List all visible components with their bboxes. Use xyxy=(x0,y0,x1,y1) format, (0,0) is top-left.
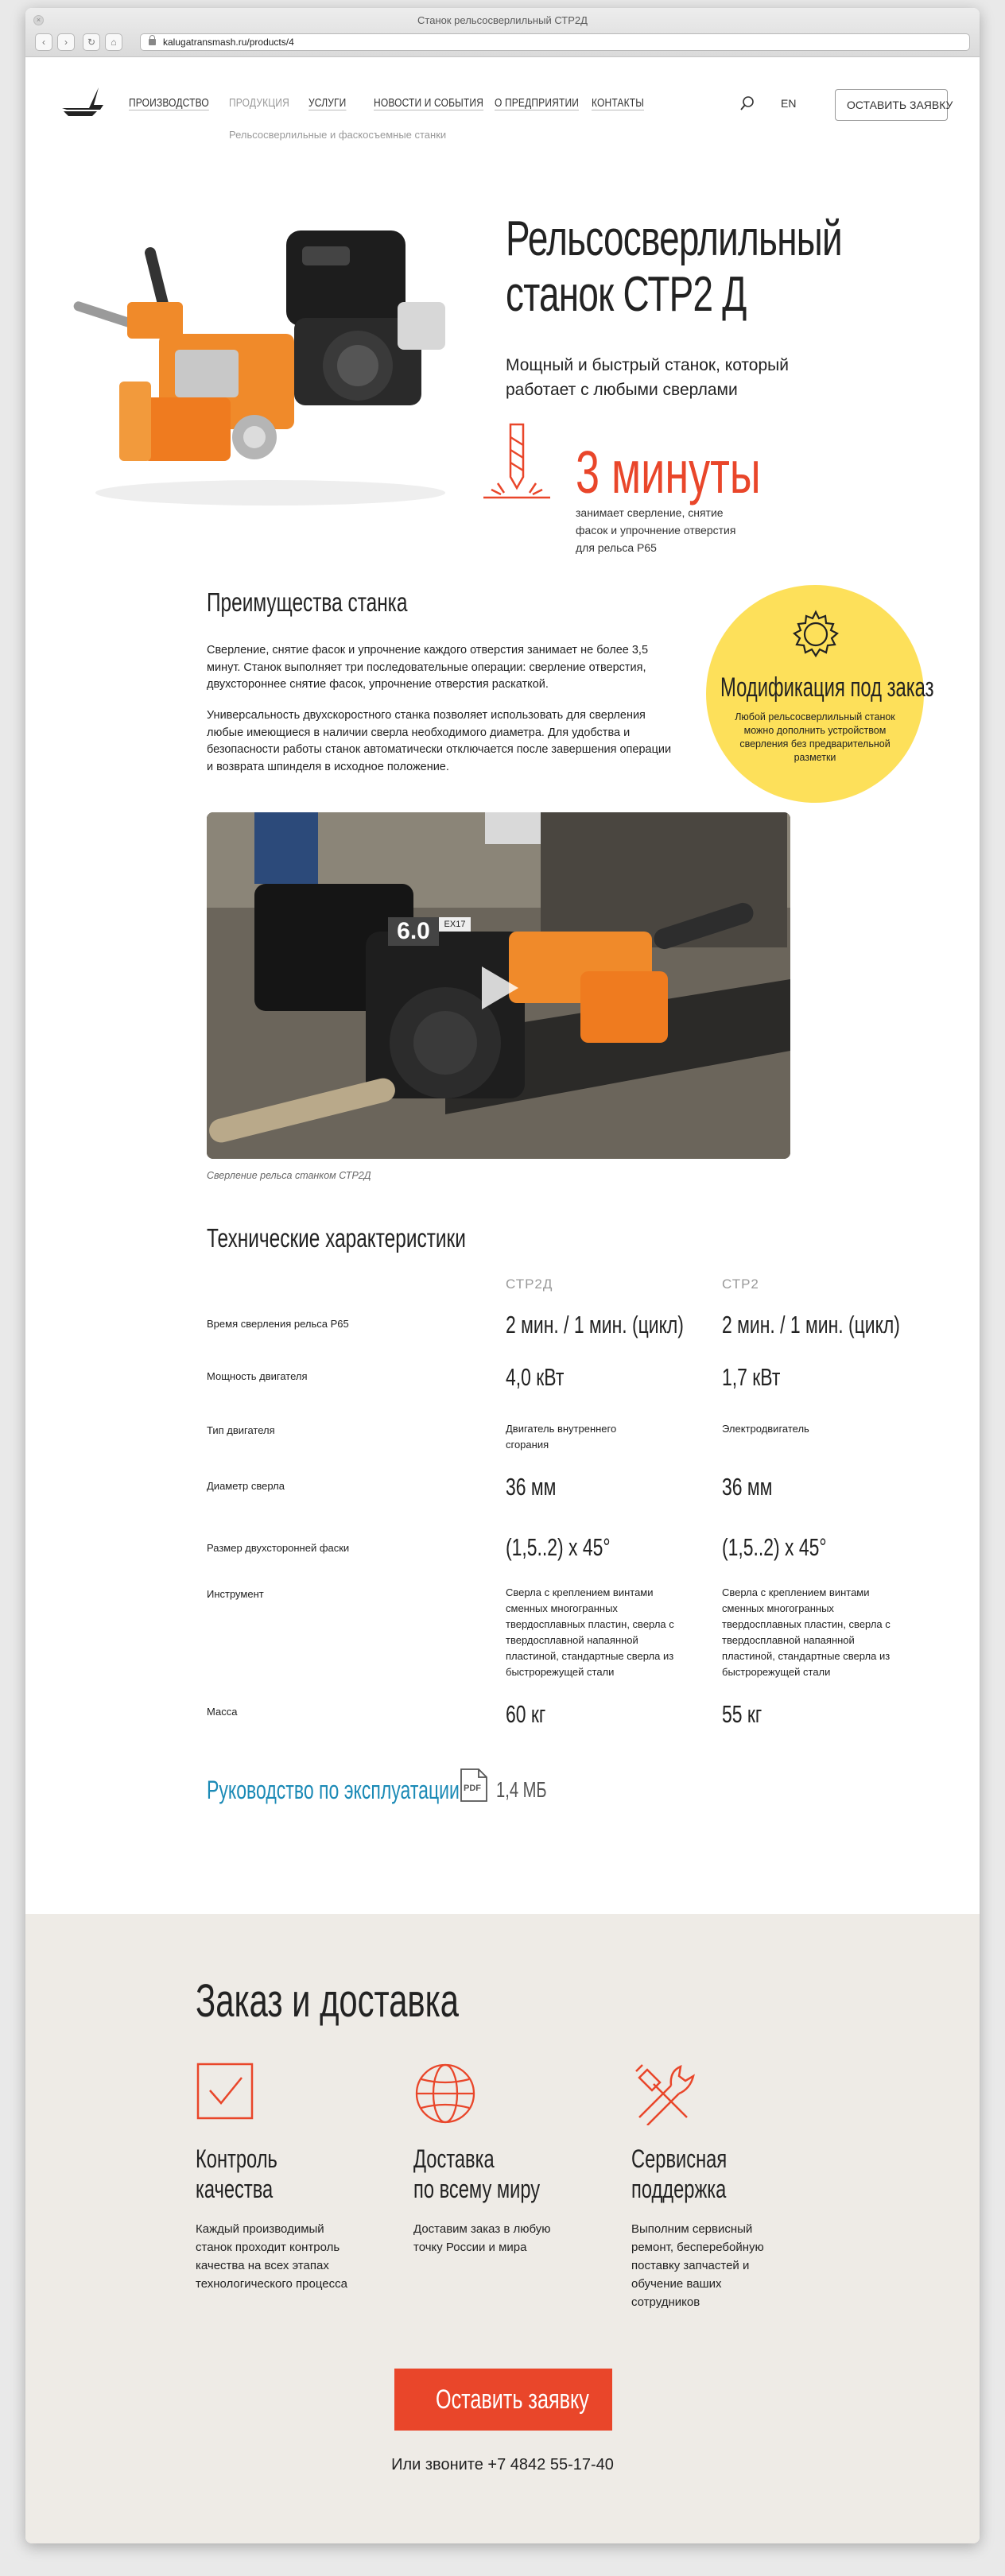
pdf-label: PDF xyxy=(464,1784,481,1793)
feature-title: качества xyxy=(196,2175,274,2203)
spec-value-a: 36 мм xyxy=(506,1473,557,1501)
spec-value-a: 60 кг xyxy=(506,1700,546,1728)
browser-window xyxy=(25,8,980,2543)
order-request-label: Оставить заявку xyxy=(436,2384,589,2415)
browser-toolbar xyxy=(25,8,980,57)
advantages-paragraph-2: Универсальность двухскоростного станка позволяет использовать для сверления любые имеющиеся в наличии сверла необходимого диаметра. Для удобства и безопасности работы станок автоматически отключается после завершения операции и возврата шпинделя в исходное положение. xyxy=(207,709,672,773)
product-video[interactable] xyxy=(207,812,790,1159)
nav-item-services[interactable]: УСЛУГИ xyxy=(308,96,347,110)
nav-item-production[interactable]: ПРОИЗВОДСТВО xyxy=(129,96,209,110)
play-icon[interactable] xyxy=(469,960,525,1016)
feature-text: Каждый производимый станок проходит контроль качества на всех этапах технологического процесса xyxy=(196,2222,347,2291)
modification-text: Любой рельсосверлильный станок можно дополнить устройством сверления без предварительной разметки xyxy=(735,711,895,763)
modification-badge xyxy=(706,585,934,803)
drill-icon xyxy=(480,421,553,510)
advantages-paragraph-1: Сверление, снятие фасок и упрочнение каждого отверстия занимает не более 3,5 минут. Станок выполняет три последовательные операции: сверление отверстия, двухстороннее снятие фасок, упрочнение отверстия раскаткой. xyxy=(207,644,649,691)
feature-title: Контроль xyxy=(196,2144,277,2173)
spec-value-b: 55 кг xyxy=(722,1700,762,1728)
spec-value-a: Двигатель внутреннего сгорания xyxy=(506,1423,617,1451)
drill-time-value: 3 минуты xyxy=(576,439,761,506)
header-request-label: ОСТАВИТЬ ЗАЯВКУ xyxy=(847,99,953,111)
title-line-1: Рельсосверлильный xyxy=(506,211,842,266)
feature-text: Выполним сервисный ремонт, бесперебойную поставку запчастей и обучение ваших сотрудников xyxy=(631,2222,764,2309)
language-switch[interactable]: EN xyxy=(781,97,797,110)
manual-link[interactable]: Руководство по эксплуатации xyxy=(207,1776,460,1804)
lock-icon xyxy=(149,39,156,45)
advantages-title: Преимущества станка xyxy=(207,587,408,617)
spec-value-b: 1,7 кВт xyxy=(722,1363,781,1391)
specs-column-b: СТР2 xyxy=(722,1276,759,1292)
spec-value-a: 2 мин. / 1 мин. (цикл) xyxy=(506,1311,684,1338)
home-button[interactable]: ⌂ xyxy=(105,33,122,51)
spec-row-label: Мощность двигателя xyxy=(207,1370,308,1382)
specs-title: Технические характеристики xyxy=(207,1223,466,1253)
spec-value-b: Электродвигатель xyxy=(722,1423,809,1435)
spec-value-b: 36 мм xyxy=(722,1473,773,1501)
nav-item-products[interactable]: ПРОДУКЦИЯ xyxy=(229,96,289,110)
spec-row-label: Размер двухсторонней фаски xyxy=(207,1542,350,1554)
spec-value-a: 4,0 кВт xyxy=(506,1363,565,1391)
nav-item-contacts[interactable]: КОНТАКТЫ xyxy=(592,96,645,110)
feature-quality xyxy=(196,2062,355,2293)
manual-size: 1,4 МБ xyxy=(496,1777,547,1802)
spec-value-b: 2 мин. / 1 мин. (цикл) xyxy=(722,1311,900,1338)
video-caption: Сверление рельса станком СТР2Д xyxy=(207,1170,371,1181)
feature-text: Доставим заказ в любую точку России и мира xyxy=(413,2222,551,2254)
spec-value-a: Сверла с креплением винтами сменных многогранных твердосплавных пластин, сверла с твердосплавной напаянной пластиной, стандартные сверла из быстрорежущей стали xyxy=(506,1586,674,1678)
spec-row-label: Тип двигателя xyxy=(207,1424,275,1436)
feature-delivery xyxy=(413,2062,584,2256)
engine-label: 6.0 xyxy=(388,917,439,946)
title-line-2: станок СТР2 Д xyxy=(506,267,747,322)
spec-row-label: Масса xyxy=(207,1706,238,1718)
spec-row-label: Время сверления рельса Р65 xyxy=(207,1318,349,1330)
contact-phone[interactable]: Или звоните +7 4842 55-17-40 xyxy=(391,2456,614,2473)
nav-item-news[interactable]: НОВОСТИ И СОБЫТИЯ xyxy=(374,96,484,110)
feature-title: Сервисная xyxy=(631,2144,728,2173)
company-logo-icon[interactable] xyxy=(60,84,105,119)
forward-button[interactable]: › xyxy=(57,33,75,51)
spec-value-b: Сверла с креплением винтами сменных многогранных твердосплавных пластин, сверла с твердосплавной напаянной пластиной, стандартные сверла из быстрорежущей стали xyxy=(722,1586,891,1678)
globe-icon xyxy=(413,2062,477,2125)
nav-item-about[interactable]: О ПРЕДПРИЯТИИ xyxy=(495,96,580,110)
reload-button[interactable]: ↻ xyxy=(83,33,100,51)
order-section xyxy=(25,1914,980,2543)
spec-row-label: Диаметр сверла xyxy=(207,1480,285,1492)
modification-title: Модификация под заказ xyxy=(720,672,934,703)
product-image xyxy=(64,199,477,517)
search-icon[interactable] xyxy=(739,95,755,111)
feature-title: поддержка xyxy=(631,2175,727,2203)
window-title: Станок рельсосверлильный СТР2Д xyxy=(417,14,588,26)
spec-value-b: (1,5..2) x 45° xyxy=(722,1533,827,1561)
checkbox-icon xyxy=(196,2062,254,2121)
page-title xyxy=(506,211,960,323)
spec-value-a: (1,5..2) x 45° xyxy=(506,1533,611,1561)
address-bar[interactable] xyxy=(140,33,970,51)
breadcrumb[interactable]: Рельсосверлильные и фаскосъемные станки xyxy=(229,129,447,141)
hero-lead: Мощный и быстрый станок, который работает с любыми сверлами xyxy=(506,356,789,399)
back-button[interactable]: ‹ xyxy=(35,33,52,51)
feature-title: Доставка xyxy=(413,2144,495,2173)
specs-column-a: СТР2Д xyxy=(506,1276,553,1292)
drill-time-caption: занимает сверление, снятие фасок и упрочнение отверстия для рельса Р65 xyxy=(576,506,736,554)
close-window-button[interactable]: × xyxy=(33,15,44,25)
feature-title: по всему миру xyxy=(413,2175,541,2203)
header-request-button[interactable] xyxy=(835,89,953,121)
order-request-button[interactable] xyxy=(394,2369,612,2431)
order-title: Заказ и доставка xyxy=(196,1975,460,2027)
engine-model: EX17 xyxy=(439,917,471,932)
spec-row-label: Инструмент xyxy=(207,1588,264,1600)
tools-icon xyxy=(631,2062,695,2125)
feature-service xyxy=(631,2062,790,2311)
gear-icon xyxy=(789,607,843,661)
url-text: kalugatransmash.ru/products/4 xyxy=(163,37,294,48)
